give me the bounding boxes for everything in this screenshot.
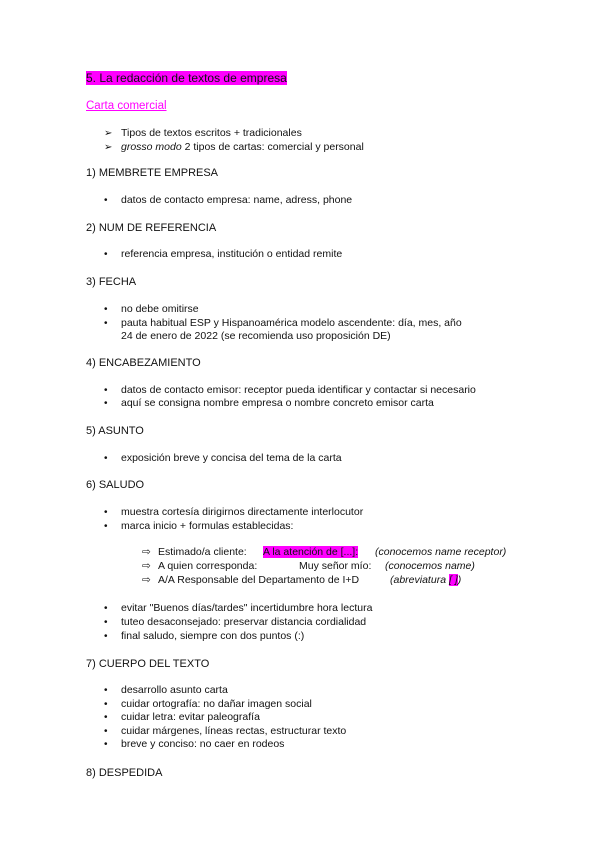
greeting-2-note: (conocemos name) — [385, 560, 475, 572]
greeting-3-note: (abreviatura [ ]) — [390, 574, 462, 586]
list-item: breve y conciso: no caer en rodeos — [121, 738, 285, 750]
bullet-icon: • — [104, 453, 108, 464]
section-heading-8: 8) DESPEDIDA — [86, 767, 163, 779]
implies-arrow-icon: ⇨ — [142, 560, 151, 572]
arrow-icon: ➢ — [104, 128, 113, 139]
section-heading-6: 6) SALUDO — [86, 479, 145, 491]
section-heading-3: 3) FECHA — [86, 276, 137, 288]
bullet-icon: • — [104, 712, 108, 723]
bullet-icon: • — [104, 195, 108, 206]
greeting-1-highlight: A la atención de [...]: — [263, 546, 359, 558]
list-item: cuidar márgenes, líneas rectas, estructurar texto — [121, 725, 347, 737]
bullet-icon: • — [104, 385, 108, 396]
bullet-icon: • — [104, 521, 108, 532]
bullet-icon: • — [104, 249, 108, 260]
bullet-icon: • — [104, 304, 108, 315]
list-item-continuation: 24 de enero de 2022 (se recomienda uso proposición DE) — [121, 330, 391, 342]
list-item: no debe omitirse — [121, 303, 199, 315]
list-item: evitar "Buenos días/tardes" incertidumbre hora lectura — [121, 602, 373, 614]
bullet-icon: • — [104, 507, 108, 518]
list-item: aquí se consigna nombre empresa o nombre concreto emisor carta — [121, 397, 434, 409]
greeting-1-note: (conocemos name receptor) — [375, 546, 507, 558]
section-heading-5: 5) ASUNTO — [86, 425, 144, 437]
list-item: desarrollo asunto carta — [121, 684, 228, 696]
intro-line-2: grosso modo 2 tipos de cartas: comercial y personal — [121, 141, 364, 153]
greeting-3: A/A Responsable del Departamento de I+D — [158, 574, 360, 586]
section-subtitle: Carta comercial — [86, 100, 167, 112]
section-heading-1: 1) MEMBRETE EMPRESA — [86, 167, 219, 179]
list-item: referencia empresa, institución o entidad remite — [121, 248, 343, 260]
list-item: muestra cortesía dirigirnos directamente interlocutor — [121, 506, 364, 518]
list-item: pauta habitual ESP y Hispanoamérica modelo ascendente: día, mes, año — [121, 317, 462, 329]
bullet-icon: • — [104, 318, 108, 329]
greeting-2: A quien corresponda: — [158, 560, 258, 572]
list-item: cuidar ortografía: no dañar imagen social — [121, 698, 312, 710]
greeting-2-mid: Muy señor mío: — [299, 560, 372, 572]
greeting-1: Estimado/a cliente: — [158, 546, 247, 558]
list-item: cuidar letra: evitar paleografía — [121, 711, 260, 723]
list-item: tuteo desaconsejado: preservar distancia cordialidad — [121, 616, 367, 628]
bullet-icon: • — [104, 631, 108, 642]
list-item: marca inicio + formulas establecidas: — [121, 520, 294, 532]
list-item: exposición breve y concisa del tema de la carta — [121, 452, 342, 464]
bullet-icon: • — [104, 617, 108, 628]
bullet-icon: • — [104, 603, 108, 614]
section-heading-4: 4) ENCABEZAMIENTO — [86, 357, 201, 369]
section-heading-7: 7) CUERPO DEL TEXTO — [86, 658, 210, 670]
bullet-icon: • — [104, 685, 108, 696]
list-item: datos de contacto empresa: name, adress, phone — [121, 194, 353, 206]
document-title: 5. La redacción de textos de empresa — [86, 71, 287, 85]
implies-arrow-icon: ⇨ — [142, 546, 151, 558]
bullet-icon: • — [104, 699, 108, 710]
arrow-icon: ➢ — [104, 142, 113, 153]
bullet-icon: • — [104, 398, 108, 409]
bullet-icon: • — [104, 739, 108, 750]
section-heading-2: 2) NUM DE REFERENCIA — [86, 222, 217, 234]
list-item: final saludo, siempre con dos puntos (:) — [121, 630, 305, 642]
bullet-icon: • — [104, 726, 108, 737]
intro-line-1: Tipos de textos escritos + tradicionales — [121, 127, 302, 139]
implies-arrow-icon: ⇨ — [142, 574, 151, 586]
list-item: datos de contacto emisor: receptor pueda identificar y contactar si necesario — [121, 384, 476, 396]
